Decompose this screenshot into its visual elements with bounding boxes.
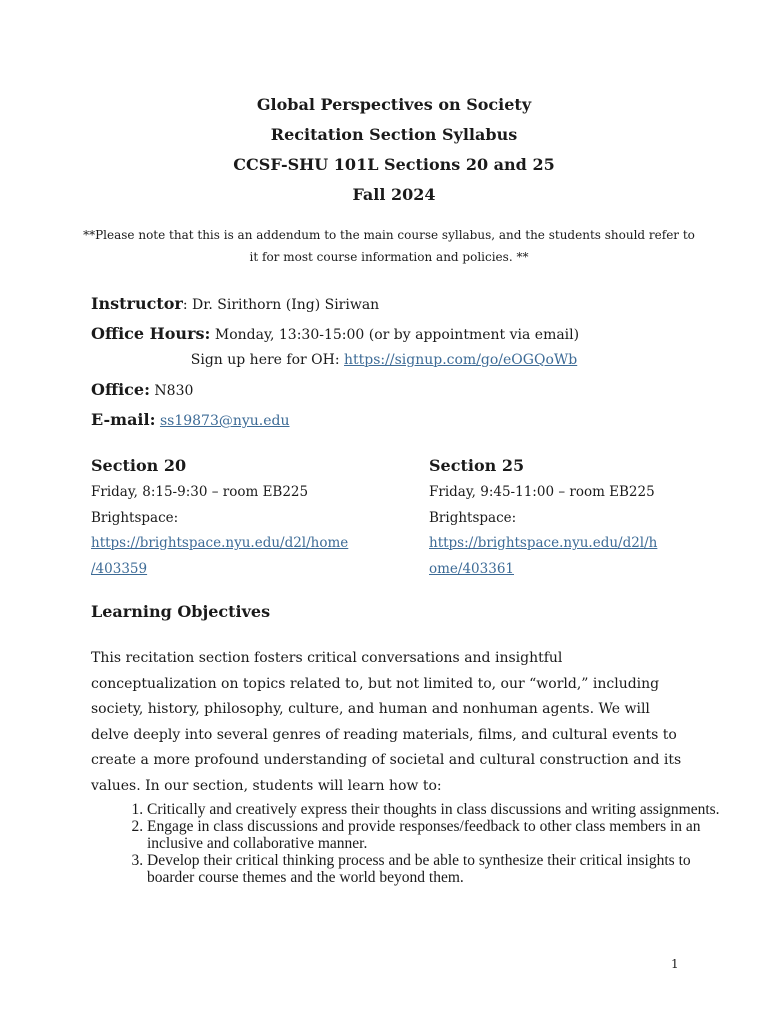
section-heading: Section 20 bbox=[91, 456, 187, 475]
page-number: 1 bbox=[671, 957, 679, 971]
syllabus-subtitle: Recitation Section Syllabus bbox=[270, 125, 518, 144]
brightspace-link-line: https://brightspace.nyu.edu/d2l/h bbox=[429, 535, 658, 551]
document-title bbox=[0, 90, 768, 210]
brightspace-label: Brightspace: bbox=[429, 509, 517, 526]
office-hours-signup bbox=[0, 352, 768, 368]
office-hours-value: Monday, 13:30-15:00 (or by appointment via email) bbox=[210, 327, 580, 343]
office-value: N830 bbox=[149, 383, 194, 399]
instructor-label: Instructor bbox=[91, 294, 183, 313]
instructor-value: : Dr. Sirithorn (Ing) Siriwan bbox=[182, 297, 380, 313]
objective-item: 1. Critically and creatively express their thoughts in class discussions and writing assignments. bbox=[147, 801, 737, 818]
course-code: CCSF-SHU 101L Sections 20 and 25 bbox=[233, 155, 555, 174]
office-hours-label: Office Hours: bbox=[91, 324, 211, 343]
office-row bbox=[91, 380, 691, 399]
signup-text: Sign up here for OH: bbox=[190, 352, 345, 368]
brightspace-link-line: /403359 bbox=[91, 560, 148, 577]
office-label: Office: bbox=[91, 380, 150, 399]
course-title: Global Perspectives on Society bbox=[256, 95, 532, 114]
objective-item: 3. Develop their critical thinking process and be able to synthesize their critical insights to boarder course themes and the world beyond them. bbox=[147, 852, 737, 886]
term: Fall 2024 bbox=[352, 185, 436, 204]
section-heading: Section 25 bbox=[429, 456, 525, 475]
brightspace-link-line: https://brightspace.nyu.edu/d2l/home bbox=[91, 535, 349, 551]
email-label: E-mail: bbox=[91, 410, 156, 429]
instructor-row bbox=[91, 294, 691, 313]
brightspace-label: Brightspace: bbox=[91, 509, 179, 526]
section-25-block bbox=[429, 455, 719, 582]
brightspace-link-line: ome/403361 bbox=[429, 560, 515, 577]
section-20-block bbox=[91, 455, 381, 582]
learning-objectives-heading: Learning Objectives bbox=[91, 602, 271, 621]
section-schedule: Friday, 8:15-9:30 – room EB225 bbox=[91, 484, 309, 500]
brightspace-link[interactable] bbox=[429, 531, 719, 582]
office-hours-row bbox=[91, 324, 691, 343]
email-row bbox=[91, 410, 691, 429]
learning-objectives-paragraph: This recitation section fosters critical conversations and insightful conceptualization on topics related to, but not limited to, our “world,” including society, history, philosophy, culture, and human and nonhuman agents. We will delve deeply into several genres of reading materials, films, and cultural events to create a more profound understanding of societal and cultural construction and its values. In our section, students will learn how to: bbox=[91, 650, 682, 794]
signup-link[interactable]: https://signup.com/go/eOGQoWb bbox=[344, 352, 578, 368]
email-link[interactable]: ss19873@nyu.edu bbox=[159, 413, 290, 429]
objective-item: 2. Engage in class discussions and provide responses/feedback to other class members in an inclusive and collaborative manner. bbox=[147, 818, 737, 852]
section-schedule: Friday, 9:45-11:00 – room EB225 bbox=[429, 484, 655, 500]
objectives-list bbox=[91, 801, 737, 886]
addendum-note: **Please note that this is an addendum to the main course syllabus, and the students should refer to it for most course information and policies. ** bbox=[83, 228, 695, 264]
brightspace-link[interactable] bbox=[91, 531, 381, 582]
